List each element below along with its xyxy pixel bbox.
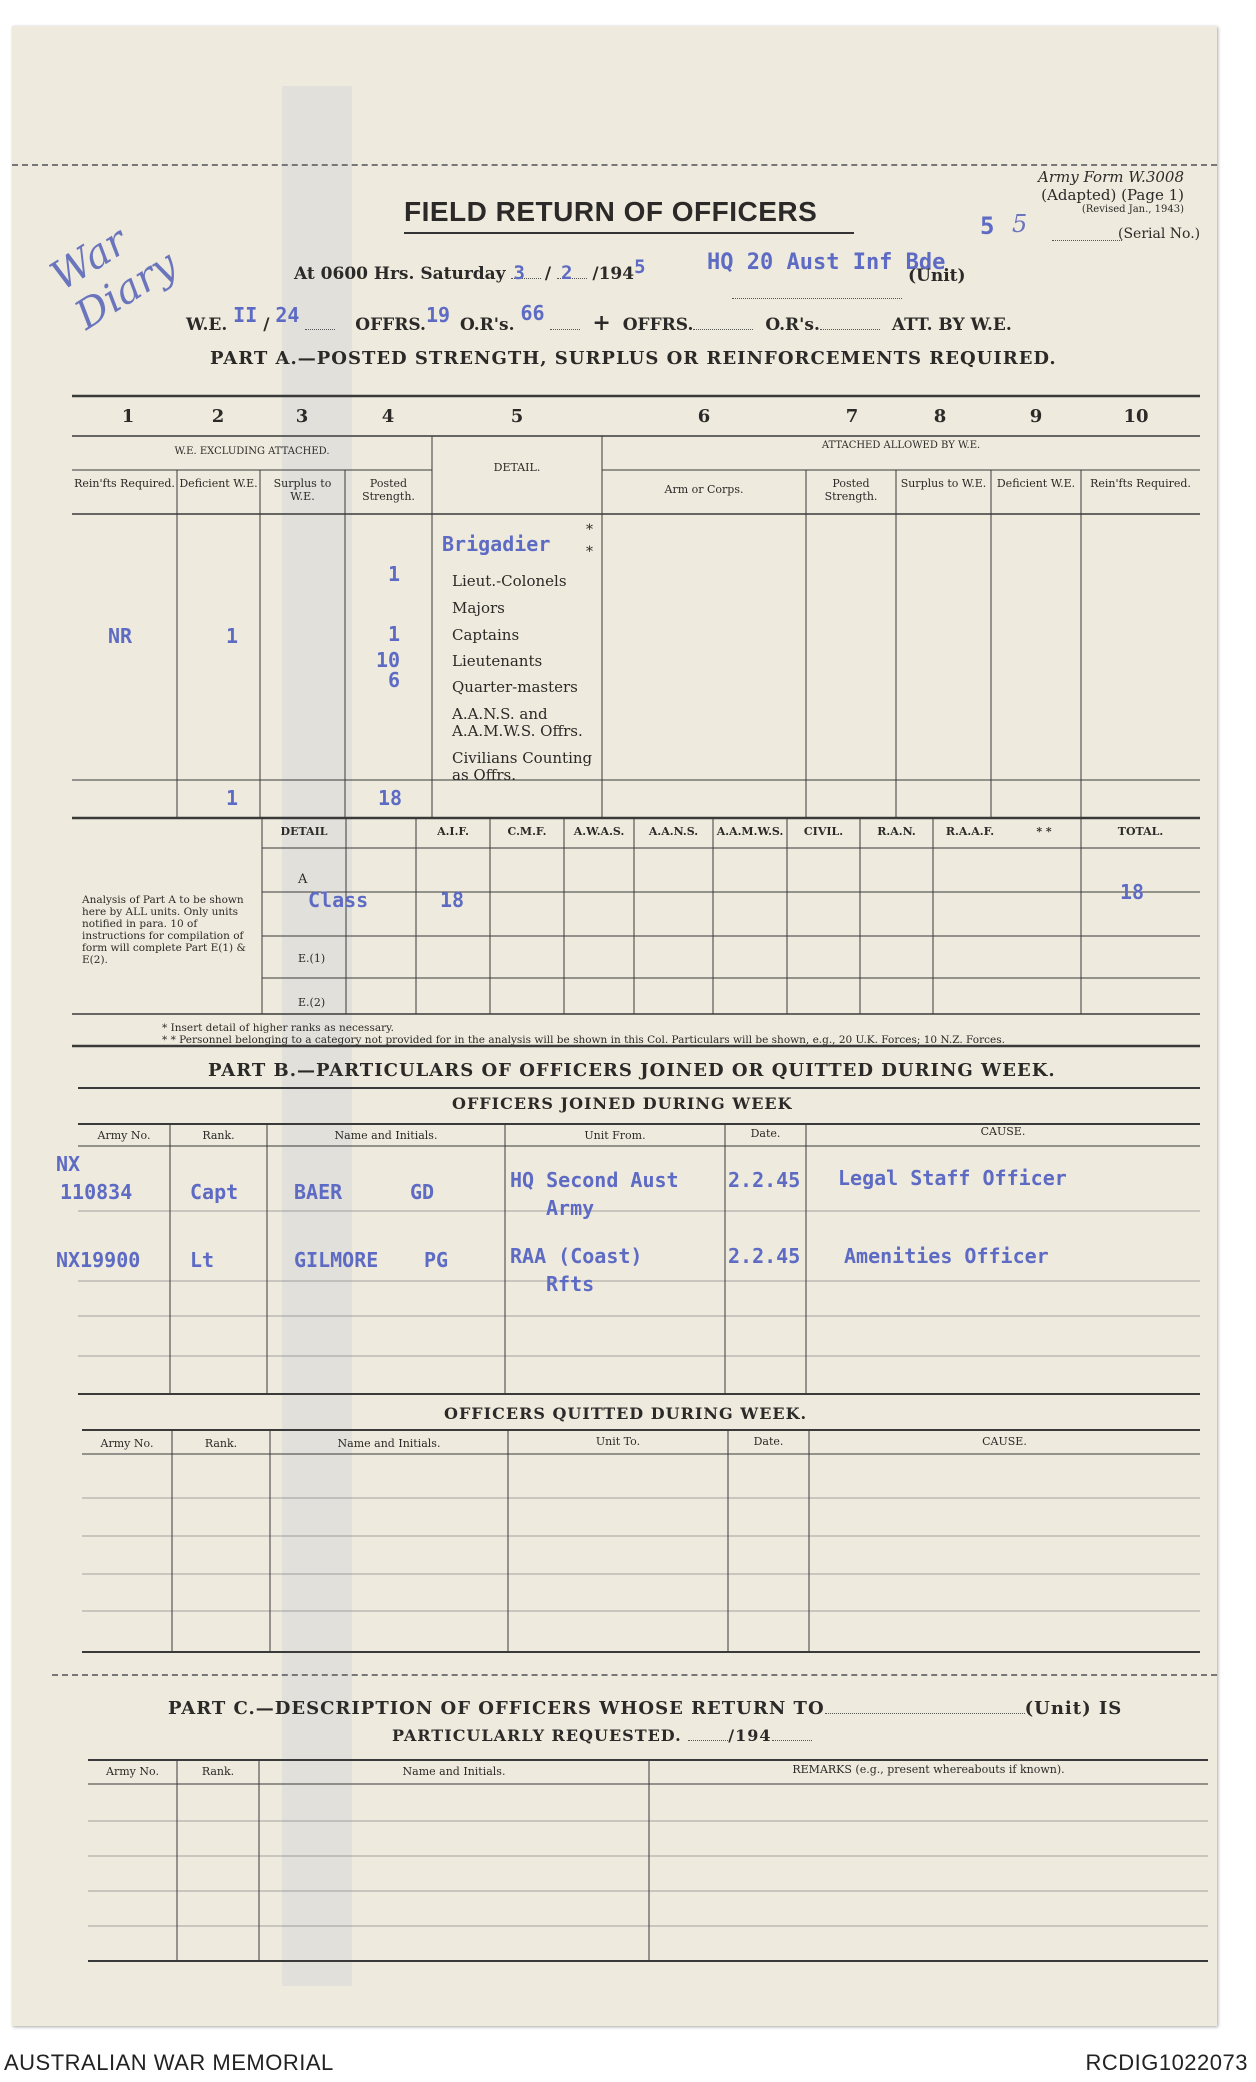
hdr-surplus: Surplus to W.E. (273, 477, 332, 503)
analysis-a-class: Class (308, 888, 369, 912)
form-revised: (Revised Jan., 1943) (1081, 204, 1184, 215)
partc-hdr-army-no: Army No. (106, 1765, 159, 1778)
we-label: W.E. (186, 315, 228, 335)
col-num-7: 7 (845, 406, 859, 427)
serial-value-written: 5 (1012, 210, 1028, 238)
part-c-heading-b: PARTICULARLY REQUESTED. (392, 1726, 682, 1745)
group-attached: ATTACHED ALLOWED BY W.E. (821, 440, 981, 451)
joined-1-initials: GD (410, 1180, 435, 1204)
part-c-heading-unit: (Unit) IS (1024, 1698, 1123, 1719)
quitted-hdr-unit: Unit To. (595, 1435, 641, 1448)
total-def: 1 (226, 786, 239, 810)
partc-hdr-name: Name and Initials. (402, 1765, 506, 1778)
analysis-note: Analysis of Part A to be shown here by ALL units. Only units notified in para. 10 of instructions for compilation of form will complete Part E(1) & E(2). (82, 894, 246, 967)
analysis-hdr-aans: A.A.N.S. (648, 825, 699, 838)
analysis-a-label: A (298, 872, 308, 887)
perforation-part-c (52, 1674, 1217, 1676)
joined-1-rank: Capt (190, 1180, 239, 1204)
analysis-hdr-aif: A.I.F. (437, 825, 469, 838)
group-we-excluding: W.E. EXCLUDING ATTACHED. (174, 446, 330, 457)
analysis-e2: E.(2) (298, 996, 326, 1009)
hdr-posted2: Posted Strength. (824, 477, 878, 503)
we-value-b: 24 (275, 303, 300, 327)
analysis-hdr-raaf: R.A.A.F. (945, 825, 995, 838)
quitted-hdr-name: Name and Initials. (337, 1437, 441, 1450)
rank-quartermasters: Quarter-masters (452, 678, 578, 696)
joined-1-army-no-b: 110834 (60, 1180, 133, 1204)
rank-brigadier: Brigadier (442, 532, 551, 556)
part-c-heading-date: /194 (728, 1726, 772, 1745)
quitted-hdr-date: Date. (753, 1435, 784, 1448)
part-b-heading: PART B.—PARTICULARS OF OFFICERS JOINED OR QUITTED DURING WEEK. (208, 1060, 1056, 1081)
partc-hdr-rank: Rank. (201, 1765, 235, 1778)
analysis-hdr-detail: DETAIL (280, 825, 328, 838)
at-line: At 0600 Hrs. Saturday 3 / 2 /1945 (294, 256, 646, 284)
joined-2-name: GILMORE (294, 1248, 379, 1272)
analysis-e1: E.(1) (298, 952, 326, 965)
footer-institution: AUSTRALIAN WAR MEMORIAL (4, 2050, 334, 2075)
joined-1-army-no-a: NX (56, 1152, 81, 1176)
col-num-1: 1 (121, 406, 135, 427)
rank-lieutenants: Lieutenants (452, 652, 543, 670)
analysis-aif-value: 18 (440, 888, 465, 912)
part-a-heading: PART A.—POSTED STRENGTH, SURPLUS OR REINFORCEMENTS REQUIRED. (210, 348, 1057, 369)
month-value: 2 (561, 262, 573, 284)
ors-value: 66 (520, 301, 545, 325)
partc-hdr-remarks: REMARKS (e.g., present whereabouts if known). (792, 1763, 1065, 1776)
at-label: At 0600 Hrs. Saturday (294, 264, 506, 284)
col-num-9: 9 (1029, 406, 1043, 427)
quitted-heading: OFFICERS QUITTED DURING WEEK. (444, 1404, 808, 1423)
part-c-heading-a: PART C.—DESCRIPTION OF OFFICERS WHOSE RETURN TO (168, 1698, 825, 1719)
joined-2-army-no: NX19900 (56, 1248, 141, 1272)
handwritten-annotation: War Diary (42, 218, 186, 340)
joined-hdr-date: Date. (750, 1127, 781, 1140)
ors2-label: O.R's. (765, 315, 820, 335)
joined-2-unit-a: RAA (Coast) (510, 1244, 643, 1268)
form-id: Army Form W.3008 (1038, 168, 1184, 186)
analysis-hdr-aamws: A.A.M.W.S. (716, 825, 784, 838)
posted-brig: 1 (388, 562, 401, 586)
att-label: ATT. BY W.E. (891, 315, 1012, 335)
joined-2-cause: Amenities Officer (844, 1244, 1049, 1268)
analysis-hdr-ran: R.A.N. (877, 825, 916, 838)
rank-captains: Captains (452, 626, 520, 644)
col-num-5: 5 (510, 406, 524, 427)
rank-civilians: Civilians Counting as Offrs. (452, 749, 593, 785)
posted-captains: 10 (376, 648, 401, 672)
analysis-hdr-awas: A.W.A.S. (573, 825, 625, 838)
day-value: 3 (513, 262, 525, 284)
hdr-reinf: Rein'fts Required. (74, 477, 175, 490)
serial-value: 5 (980, 212, 995, 240)
col-num-6: 6 (697, 406, 711, 427)
joined-2-unit-b: Rfts (546, 1272, 595, 1296)
col-num-4: 4 (381, 406, 395, 427)
reinf-majors: NR (108, 624, 133, 648)
quitted-hdr-rank: Rank. (204, 1437, 238, 1450)
offrs-label: OFFRS. (355, 315, 426, 335)
joined-2-date: 2.2.45 (728, 1244, 801, 1268)
joined-hdr-unit: Unit From. (584, 1129, 646, 1142)
analysis-hdr-other: * * (1036, 825, 1052, 838)
posted-majors: 1 (388, 622, 401, 646)
unit-value: HQ 20 Aust Inf Bde (707, 250, 946, 275)
analysis-total-value: 18 (1120, 880, 1145, 904)
joined-1-unit-b: Army (546, 1196, 595, 1220)
joined-1-unit-a: HQ Second Aust (510, 1168, 679, 1192)
rank-majors: Majors (452, 599, 505, 617)
footnote-2: * * Personnel belonging to a category not provided for in the analysis will be shown in this Col. Particulars will be shown, e.g., 20 U.K. Forces; 10 N.Z. Forces. (162, 1034, 1005, 1046)
rank-aans: A.A.N.S. and A.A.M.W.S. Offrs. (452, 705, 583, 741)
quitted-hdr-cause: CAUSE. (982, 1435, 1027, 1448)
def-majors: 1 (226, 624, 239, 648)
we-line: W.E. II / 24 OFFRS.19 O.R's. 66 + OFFRS. O.R's. ATT. BY W.E. (186, 301, 1012, 336)
we-value-a: II (233, 303, 258, 327)
joined-hdr-rank: Rank. (202, 1129, 235, 1142)
footer-record-id: RCDIG1022073 (1085, 2050, 1248, 2075)
hdr-posted: Posted Strength. (362, 477, 415, 503)
footnote-1: * Insert detail of higher ranks as necessary. (162, 1022, 394, 1034)
part-c-heading-line1 (168, 1698, 1122, 1719)
joined-heading: OFFICERS JOINED DURING WEEK (452, 1094, 793, 1113)
joined-2-initials: PG (424, 1248, 449, 1272)
unit-label: (Unit) (908, 266, 966, 286)
analysis-hdr-total: TOTAL. (1117, 825, 1164, 838)
page-title: FIELD RETURN OF OFFICERS (404, 196, 818, 227)
asterisk-1: * (586, 522, 593, 538)
joined-hdr-cause: CAUSE. (980, 1125, 1026, 1138)
hdr-deficient2: Deficient W.E. (996, 477, 1076, 490)
posted-lieuts: 6 (388, 668, 401, 692)
joined-hdr-name: Name and Initials. (334, 1129, 438, 1142)
hdr-deficient: Deficient W.E. (179, 477, 258, 490)
form-adapted: (Adapted) (Page 1) (1041, 186, 1184, 204)
joined-hdr-army-no: Army No. (97, 1129, 151, 1142)
year-digit: 5 (634, 256, 646, 278)
col-num-3: 3 (295, 406, 309, 427)
ors-label: O.R's. (459, 315, 515, 335)
hdr-reinf2: Rein'fts Required. (1090, 477, 1191, 490)
form-sheet (12, 26, 1217, 2026)
offrs-value: 19 (425, 303, 451, 327)
part-c-heading-line2 (392, 1726, 812, 1745)
offrs2-label: OFFRS. (622, 315, 694, 335)
joined-1-cause: Legal Staff Officer (838, 1166, 1067, 1190)
plus-sign: + (592, 310, 611, 336)
col-num-2: 2 (211, 406, 225, 427)
col-num-10: 10 (1123, 406, 1149, 427)
hdr-detail: DETAIL. (493, 461, 541, 474)
total-posted: 18 (378, 786, 403, 810)
year-prefix: 194 (598, 264, 635, 284)
analysis-hdr-cmf: C.M.F. (507, 825, 547, 838)
hdr-arm: Arm or Corps. (664, 483, 744, 496)
joined-1-name: BAER (294, 1180, 343, 1204)
asterisk-2: * (586, 544, 593, 560)
serial-label: (Serial No.) (1118, 226, 1201, 242)
joined-1-date: 2.2.45 (728, 1168, 801, 1192)
joined-2-rank: Lt (190, 1248, 215, 1272)
quitted-hdr-army-no: Army No. (100, 1437, 154, 1450)
hdr-surplus2: Surplus to W.E. (900, 477, 987, 490)
rank-lt-colonels: Lieut.-Colonels (452, 572, 567, 590)
col-num-8: 8 (933, 406, 947, 427)
analysis-hdr-civil: CIVIL. (803, 825, 844, 838)
